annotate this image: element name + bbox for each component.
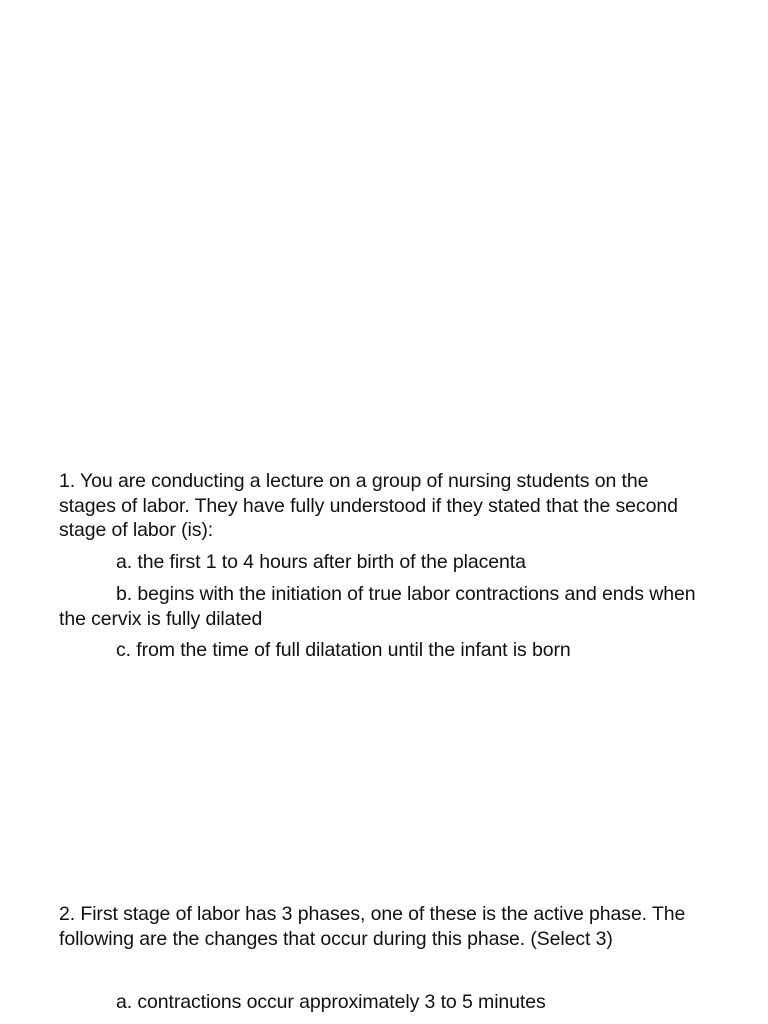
question-1-option-b: b. begins with the initiation of true labor contractions and ends when the cervix is fully dilated: [59, 583, 696, 630]
question-2: [59, 902, 699, 1015]
question-1-option-a: a. the first 1 to 4 hours after birth of the placenta: [116, 550, 526, 573]
question-2-stem: 2. First stage of labor has 3 phases, one of these is the active phase. The following are the changes that occur during this phase. (Select 3): [59, 903, 686, 950]
question-1-stem: 1. You are conducting a lecture on a group of nursing students on the stages of labor. They have fully understood if they stated that the second stage of labor (is):: [59, 470, 678, 541]
question-2-option-a: a. contractions occur approximately 3 to 5 minutes: [116, 991, 546, 1013]
question-1: [59, 469, 699, 663]
question-1-option-c: c. from the time of full dilatation until the infant is born: [116, 639, 571, 661]
